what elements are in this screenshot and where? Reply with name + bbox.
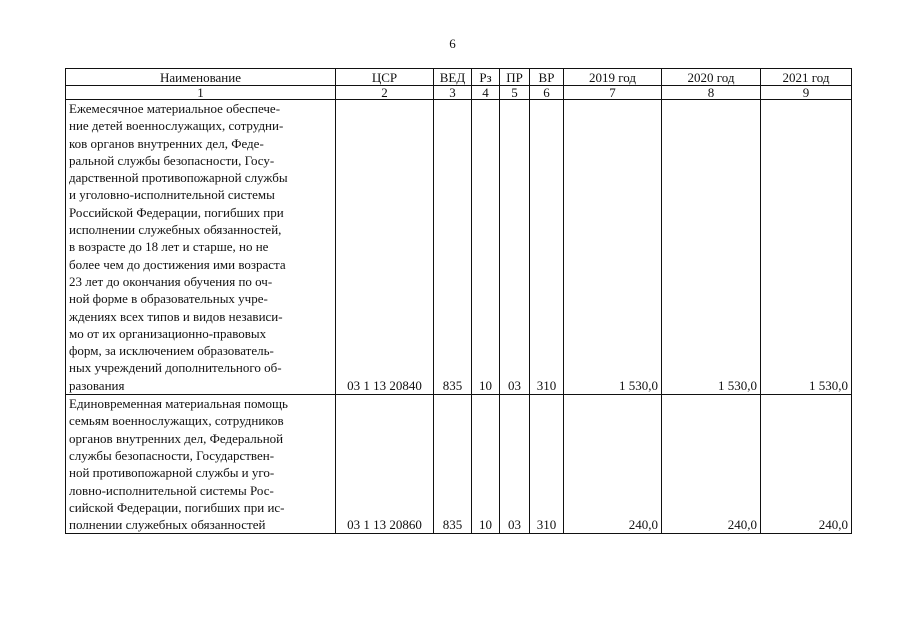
cell-vr: 310: [530, 395, 564, 534]
row-name-line: ных учреждений дополнительного об-: [69, 360, 282, 376]
row-name-line: 23 лет до окончания обучения по оч-: [69, 273, 273, 289]
cell-ved: 835: [434, 395, 472, 534]
row-name: [66, 100, 336, 395]
header-2020: 2020 год: [662, 69, 761, 86]
cell-2019: 1 530,0: [564, 100, 662, 395]
row-name-line: ной противопожарной службы и уго-: [69, 465, 275, 481]
header-pr: ПР: [500, 69, 530, 86]
row-name-line: службы безопасности, Государствен-: [69, 447, 275, 463]
cell-2020: 240,0: [662, 395, 761, 534]
header-vr: ВР: [530, 69, 564, 86]
row-name: [66, 395, 336, 534]
cell-csr: 03 1 13 20840: [336, 100, 434, 395]
cell-rz: 10: [472, 395, 500, 534]
row-name-line: ков органов внутренних дел, Феде-: [69, 135, 264, 151]
column-number: 1: [66, 86, 336, 100]
header-2021: 2021 год: [761, 69, 852, 86]
cell-2021: 240,0: [761, 395, 852, 534]
cell-2020: 1 530,0: [662, 100, 761, 395]
row-name-line: форм, за исключением образователь-: [69, 343, 274, 359]
page-number: 6: [449, 36, 456, 51]
cell-2019: 240,0: [564, 395, 662, 534]
header-2019: 2019 год: [564, 69, 662, 86]
column-number: 2: [336, 86, 434, 100]
header-name: Наименование: [66, 69, 336, 86]
cell-pr: 03: [500, 100, 530, 395]
row-name-line: ждениях всех типов и видов независи-: [69, 308, 283, 324]
row-name-line: исполнении служебных обязанностей,: [69, 222, 282, 238]
column-number: 6: [530, 86, 564, 100]
table-row: [66, 395, 852, 534]
table-row: [66, 100, 852, 395]
row-name-line: более чем до достижения ими возраста: [69, 256, 286, 272]
row-name-line: сийской Федерации, погибших при ис-: [69, 499, 285, 515]
row-name-line: полнении служебных обязанностей: [69, 517, 266, 533]
table-header-row: [66, 69, 852, 86]
cell-rz: 10: [472, 100, 500, 395]
row-name-line: Ежемесячное материальное обеспече-: [69, 101, 281, 116]
column-number: 8: [662, 86, 761, 100]
column-number: 3: [434, 86, 472, 100]
cell-2021: 1 530,0: [761, 100, 852, 395]
column-number: 9: [761, 86, 852, 100]
column-number-row: [66, 86, 852, 100]
row-name-line: в возрасте до 18 лет и старше, но не: [69, 239, 269, 255]
cell-csr: 03 1 13 20860: [336, 395, 434, 534]
header-csr: ЦСР: [336, 69, 434, 86]
row-name-line: Единовременная материальная помощь: [69, 396, 288, 412]
row-name-line: мо от их организационно-правовых: [69, 325, 267, 341]
row-name-line: ной форме в образовательных учре-: [69, 291, 268, 307]
row-name-line: семьям военнослужащих, сотрудников: [69, 413, 284, 429]
column-number: 7: [564, 86, 662, 100]
column-number: 5: [500, 86, 530, 100]
row-name-line: дарственной противопожарной службы: [69, 170, 288, 186]
budget-table: [65, 68, 852, 534]
column-number: 4: [472, 86, 500, 100]
row-name-line: и уголовно-исполнительной системы: [69, 187, 275, 203]
cell-vr: 310: [530, 100, 564, 395]
header-rz: Рз: [472, 69, 500, 86]
row-name-line: органов внутренних дел, Федеральной: [69, 430, 284, 446]
cell-pr: 03: [500, 395, 530, 534]
row-name-line: разования: [69, 377, 125, 393]
cell-ved: 835: [434, 100, 472, 395]
row-name-line: ние детей военнослужащих, сотрудни-: [69, 118, 284, 134]
row-name-line: ральной службы безопасности, Госу-: [69, 152, 275, 168]
header-ved: ВЕД: [434, 69, 472, 86]
row-name-line: Российской Федерации, погибших при: [69, 204, 284, 220]
row-name-line: ловно-исполнительной системы Рос-: [69, 482, 274, 498]
